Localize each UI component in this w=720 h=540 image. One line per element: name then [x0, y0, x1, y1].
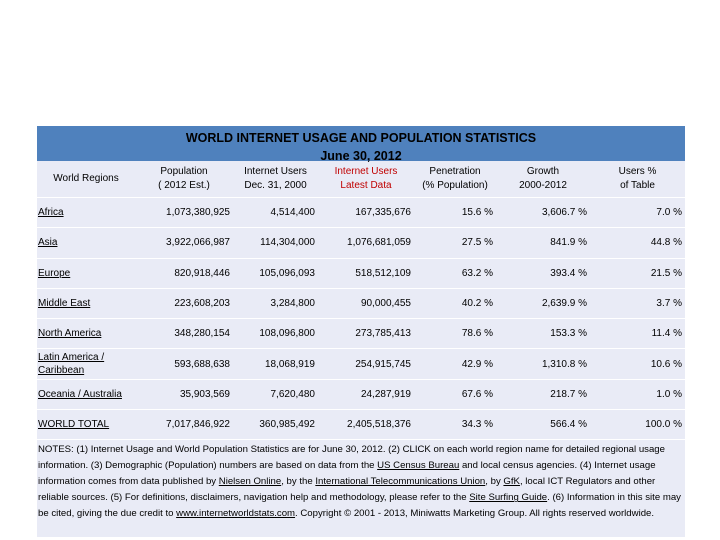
- table-row: [37, 379, 685, 409]
- link-gfk[interactable]: GfK: [503, 476, 520, 488]
- cell-population: 1,073,380,925: [135, 198, 233, 228]
- region-link-africa[interactable]: Africa: [38, 207, 64, 219]
- cell-growth: 393.4 %: [496, 258, 590, 288]
- cell-population: 3,922,066,987: [135, 228, 233, 258]
- cell-users-2000: 4,514,400: [233, 198, 318, 228]
- cell-share: 100.0 %: [590, 410, 685, 440]
- link-nielsen-online[interactable]: Nielsen Online: [218, 476, 282, 488]
- link-site-surfing-guide[interactable]: Site Surfing Guide: [469, 492, 548, 504]
- region-link-north-america[interactable]: North America: [38, 328, 102, 340]
- region-link-oceania[interactable]: Oceania / Australia: [38, 388, 122, 400]
- cell-penetration: 63.2 %: [414, 258, 496, 288]
- title-line-1: WORLD INTERNET USAGE AND POPULATION STATISTICS: [185, 131, 537, 145]
- cell-growth: 841.9 %: [496, 228, 590, 258]
- cell-population: 35,903,569: [135, 379, 233, 409]
- cell-users-latest: 90,000,455: [318, 288, 414, 318]
- header-growth: Growth 2000-2012: [519, 166, 567, 191]
- cell-population: 593,688,638: [135, 349, 233, 379]
- cell-penetration: 27.5 %: [414, 228, 496, 258]
- cell-penetration: 40.2 %: [414, 288, 496, 318]
- table-row: [37, 228, 685, 258]
- cell-users-2000: 7,620,480: [233, 379, 318, 409]
- cell-users-latest: 24,287,919: [318, 379, 414, 409]
- cell-share: 10.6 %: [590, 349, 685, 379]
- cell-growth: 3,606.7 %: [496, 198, 590, 228]
- table-row: [37, 349, 685, 379]
- cell-growth: 153.3 %: [496, 319, 590, 349]
- region-link-latin-america[interactable]: Latin America / Caribbean: [38, 352, 105, 377]
- notes-paragraph: NOTES: (1) Internet Usage and World Population Statistics are for June 30, 2012. (2) CLICK on each world region name for detailed regional usage information. (3) Demographic (Population) numbers are based on data from the US Census Bureau and local census agencies. (4) Internet usage information comes from data published by Nielsen Online, by the International Telecommunications Union, by GfK, local ICT Regulators and other reliable sources. (5) For definitions, disclaimers, navigation help and methodology, please refer to the Site Surfing Guide. (6) Information in this site may be cited, giving the due credit to www.internetworldstats.com. Copyright © 2001 - 2013, Miniwatts Marketing Group. All rights reserved worldwide.: [37, 439, 685, 537]
- cell-share: 11.4 %: [590, 319, 685, 349]
- title-line-2: June 30, 2012: [320, 149, 402, 163]
- cell-share: 1.0 %: [590, 379, 685, 409]
- cell-share: 7.0 %: [590, 198, 685, 228]
- region-link-world-total[interactable]: WORLD TOTAL: [38, 419, 110, 431]
- cell-population: 7,017,846,922: [135, 410, 233, 440]
- header-users-latest: Internet Users Latest Data: [334, 166, 398, 191]
- table-row: [37, 198, 685, 228]
- cell-population: 348,280,154: [135, 319, 233, 349]
- cell-growth: 566.4 %: [496, 410, 590, 440]
- table-title: [37, 126, 685, 161]
- region-link-asia[interactable]: Asia: [38, 237, 58, 249]
- cell-penetration: 67.6 %: [414, 379, 496, 409]
- cell-penetration: 42.9 %: [414, 349, 496, 379]
- cell-population: 223,608,203: [135, 288, 233, 318]
- cell-users-2000: 114,304,000: [233, 228, 318, 258]
- cell-growth: 2,639.9 %: [496, 288, 590, 318]
- link-internetworldstats[interactable]: www.internetworldstats.com: [176, 508, 296, 520]
- cell-users-2000: 3,284,800: [233, 288, 318, 318]
- region-link-europe[interactable]: Europe: [38, 267, 71, 279]
- cell-share: 44.8 %: [590, 228, 685, 258]
- cell-users-latest: 2,405,518,376: [318, 410, 414, 440]
- table-row: [37, 288, 685, 318]
- cell-population: 820,918,446: [135, 258, 233, 288]
- cell-users-latest: 1,076,681,059: [318, 228, 414, 258]
- table-row: [37, 258, 685, 288]
- link-us-census-bureau[interactable]: US Census Bureau: [377, 460, 460, 472]
- cell-users-latest: 254,915,745: [318, 349, 414, 379]
- cell-penetration: 15.6 %: [414, 198, 496, 228]
- table-row-total: [37, 410, 685, 440]
- header-world-regions: World Regions: [53, 173, 119, 184]
- header-population: Population ( 2012 Est.): [158, 166, 210, 191]
- cell-users-2000: 105,096,093: [233, 258, 318, 288]
- cell-penetration: 78.6 %: [414, 319, 496, 349]
- region-link-middle-east[interactable]: Middle East: [38, 298, 91, 310]
- header-share: Users % of Table: [618, 166, 657, 191]
- table-row: [37, 319, 685, 349]
- header-users-2000: Internet Users Dec. 31, 2000: [244, 166, 307, 191]
- cell-growth: 218.7 %: [496, 379, 590, 409]
- stats-grid: [37, 161, 685, 439]
- stats-table: [37, 126, 685, 537]
- cell-users-2000: 108,096,800: [233, 319, 318, 349]
- cell-users-latest: 518,512,109: [318, 258, 414, 288]
- header-row: [37, 161, 685, 198]
- cell-users-latest: 273,785,413: [318, 319, 414, 349]
- cell-users-2000: 360,985,492: [233, 410, 318, 440]
- cell-share: 21.5 %: [590, 258, 685, 288]
- cell-users-2000: 18,068,919: [233, 349, 318, 379]
- header-penetration: Penetration (% Population): [422, 166, 488, 191]
- link-itu[interactable]: International Telecommunications Union: [315, 476, 486, 488]
- cell-users-latest: 167,335,676: [318, 198, 414, 228]
- cell-penetration: 34.3 %: [414, 410, 496, 440]
- cell-growth: 1,310.8 %: [496, 349, 590, 379]
- cell-share: 3.7 %: [590, 288, 685, 318]
